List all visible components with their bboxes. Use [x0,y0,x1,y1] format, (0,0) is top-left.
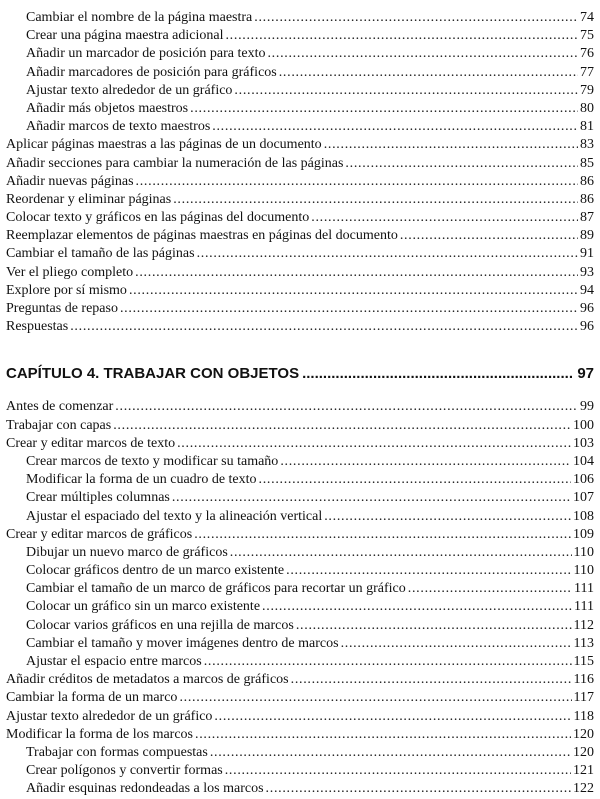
toc-entry-page: 80 [580,100,594,116]
toc-entry-leader [279,64,578,82]
toc-entry-leader [195,726,571,744]
toc-entry [0,318,600,336]
toc-entry [0,227,600,245]
toc-entry-page: 99 [580,399,594,415]
toc-entry-leader [345,155,578,173]
toc-entry-leader [197,245,578,263]
chapter-leader [302,364,574,384]
toc-entry-title: Respuestas [6,319,69,335]
toc-entry-title: Colocar un gráfico sin un marco existente [26,599,261,615]
toc-entry-page: 83 [580,137,594,153]
toc-entry-leader [225,762,571,780]
toc-entry-page: 100 [573,417,594,433]
toc-entry-title: Ajustar texto alrededor de un gráfico [6,708,213,724]
toc-entry-page: 86 [580,173,594,189]
toc-entry-title: Cambiar el tamaño de las páginas [6,246,195,262]
toc-entry-page: 121 [573,763,594,779]
toc-entry-page: 122 [573,781,594,797]
toc-entry-leader [266,780,571,798]
toc-entry-title: Colocar varios gráficos en una rejilla de marcos [26,617,294,633]
toc-entry-page: 111 [574,581,594,597]
toc-entry-page: 96 [580,301,594,316]
toc-entry-leader [324,508,571,526]
toc-entry-leader [408,580,572,598]
toc-entry-leader [120,300,578,318]
toc-entry-page: 110 [573,563,594,579]
toc-entry-page: 107 [573,490,594,506]
toc-entry [0,744,600,762]
toc-entry-title: Modificar la forma de un cuadro de texto [26,472,257,488]
toc-entry [0,45,600,63]
toc-entry-page: 109 [573,526,594,542]
toc-entry-leader [324,136,578,154]
toc-entry-leader [291,671,572,689]
toc-entry [0,544,600,562]
toc-entry-leader [204,653,572,671]
toc-entry-leader [172,489,571,507]
toc-entry [0,471,600,489]
toc-entry [0,653,600,671]
toc-entry-title: Crear múltiples columnas [26,490,170,506]
toc-entry-page: 111 [574,599,594,615]
toc-entry-title: Crear y editar marcos de texto [6,435,176,451]
toc-entry-page: 76 [580,46,594,62]
toc-entry-leader [135,264,578,282]
toc-entry-leader [212,118,578,136]
toc-entry [0,27,600,45]
toc-entry [0,118,600,136]
toc-entry-leader [286,562,571,580]
toc-list-before [0,9,600,336]
toc-entry-leader [262,598,572,616]
toc-entry [0,155,600,173]
toc-entry-title: Añadir marcadores de posición para gráficos [26,64,277,80]
toc-entry-title: Añadir créditos de metadatos a marcos de gráficos [6,672,289,688]
toc-entry [0,726,600,744]
chapter-heading [0,364,600,384]
toc-entry [0,100,600,118]
toc-entry-title: Ver el pliego completo [6,264,134,280]
toc-entry-leader [179,689,571,707]
toc-entry-page: 117 [573,690,594,706]
toc-entry-page: 75 [580,28,594,44]
toc-entry-leader [214,708,571,726]
toc-entry-leader [280,453,571,471]
toc-entry-leader [115,398,578,416]
toc-entry-leader [136,173,578,191]
toc-entry-page: 91 [580,246,594,262]
toc-entry-page: 96 [580,319,594,335]
toc-entry [0,598,600,616]
toc-entry-title: Crear polígonos y convertir formas [26,763,223,779]
chapter-page: 97 [577,365,594,383]
toc-entry-title: Añadir esquinas redondeadas a los marcos [26,781,264,797]
toc-entry-leader [254,9,578,27]
toc-entry-page: 108 [573,508,594,524]
toc-entry-page: 120 [573,744,594,760]
toc-entry-title: Reemplazar elementos de páginas maestras en páginas del documento [6,228,398,244]
toc-entry-page: 110 [573,544,594,560]
toc-entry [0,708,600,726]
toc-entry-title: Ajustar texto alrededor de un gráfico [26,82,233,98]
toc-entry-page: 115 [573,654,594,669]
toc-entry-page: 81 [580,119,594,135]
toc-entry-title: Colocar texto y gráficos en las páginas del documento [6,210,310,226]
toc-entry-page: 79 [580,82,594,98]
toc-entry [0,526,600,544]
toc-entry-title: Antes de comenzar [6,399,114,415]
toc-entry-leader [234,82,578,100]
chapter-title: CAPÍTULO 4. TRABAJAR CON OBJETOS [6,365,300,383]
toc-entry-title: Trabajar con formas compuestas [26,744,208,760]
toc-entry [0,453,600,471]
toc-entry-page: 113 [573,635,594,651]
toc-entry [0,264,600,282]
toc-entry-leader [311,209,578,227]
toc-entry-page: 118 [573,708,594,724]
toc-entry [0,671,600,689]
toc-entry-page: 103 [573,435,594,451]
toc-entry-title: Colocar gráficos dentro de un marco existente [26,563,285,579]
toc-entry-page: 106 [573,472,594,488]
toc-entry-title: Crear una página maestra adicional [26,28,224,44]
toc-entry-page: 89 [580,228,594,244]
toc-entry-title: Cambiar el tamaño de un marco de gráficos para recortar un gráfico [26,581,406,597]
toc-entry-title: Modificar la forma de los marcos [6,726,193,742]
toc-entry-page: 77 [580,64,594,80]
toc-entry [0,617,600,635]
toc-entry-title: Explore por sí mismo [6,282,127,298]
toc-entry-page: 116 [573,672,594,688]
toc-entry-leader [267,45,578,63]
toc-entry [0,562,600,580]
toc-entry [0,191,600,209]
toc-entry [0,435,600,453]
toc-entry-title: Cambiar el nombre de la página maestra [26,10,253,25]
toc-entry-leader [70,318,578,336]
toc-entry [0,64,600,82]
toc-entry [0,9,600,27]
toc-entry [0,780,600,798]
toc-entry [0,689,600,707]
toc-entry-leader [341,635,572,653]
toc-entry-leader [230,544,572,562]
toc-entry-title: Reordenar y eliminar páginas [6,191,172,207]
toc-entry [0,136,600,154]
toc-entry-title: Añadir secciones para cambiar la numeración de las páginas [6,155,344,171]
toc-entry-leader [129,282,578,300]
toc-entry-title: Añadir nuevas páginas [6,173,134,189]
toc-entry-title: Preguntas de repaso [6,301,118,316]
toc-entry-leader [400,227,578,245]
toc-entry-title: Cambiar la forma de un marco [6,690,178,706]
toc-entry-title: Aplicar páginas maestras a las páginas de un documento [6,137,322,153]
toc-entry [0,282,600,300]
toc-entry-page: 104 [573,453,594,469]
toc-entry-leader [210,744,571,762]
toc-entry-title: Añadir un marcador de posición para texto [26,46,266,62]
toc-entry [0,398,600,416]
toc-entry [0,245,600,263]
toc-entry [0,300,600,318]
toc-entry-page: 85 [580,155,594,171]
toc-entry-leader [296,617,572,635]
toc-entry-page: 112 [573,617,594,633]
toc-entry-leader [173,191,578,209]
toc-entry [0,508,600,526]
toc-entry-page: 74 [580,10,594,25]
toc-entry-leader [225,27,578,45]
toc-entry [0,173,600,191]
toc-entry-page: 86 [580,191,594,207]
toc-entry-leader [259,471,571,489]
toc-entry-page: 94 [580,282,594,298]
toc-entry-page: 120 [573,726,594,742]
toc-entry [0,417,600,435]
toc-entry-title: Crear y editar marcos de gráficos [6,526,193,542]
toc-entry-title: Ajustar el espacio entre marcos [26,654,202,669]
toc-entry-title: Trabajar con capas [6,417,112,433]
toc-entry [0,82,600,100]
toc-entry-page: 87 [580,210,594,226]
toc-entry-page: 93 [580,264,594,280]
toc-list-after [0,398,600,798]
toc-entry-leader [194,526,571,544]
toc-entry [0,580,600,598]
toc-entry-leader [177,435,571,453]
toc-entry [0,489,600,507]
toc-entry-leader [190,100,578,118]
toc-entry-title: Ajustar el espaciado del texto y la alineación vertical [26,508,323,524]
toc-entry-title: Añadir marcos de texto maestros [26,119,211,135]
toc-entry-title: Dibujar un nuevo marco de gráficos [26,544,228,560]
toc-entry [0,635,600,653]
toc-entry [0,209,600,227]
toc-entry-title: Cambiar el tamaño y mover imágenes dentro de marcos [26,635,339,651]
toc-entry-leader [113,417,571,435]
toc-entry [0,762,600,780]
toc-entry-title: Crear marcos de texto y modificar su tamaño [26,453,279,469]
toc-entry-title: Añadir más objetos maestros [26,100,189,116]
